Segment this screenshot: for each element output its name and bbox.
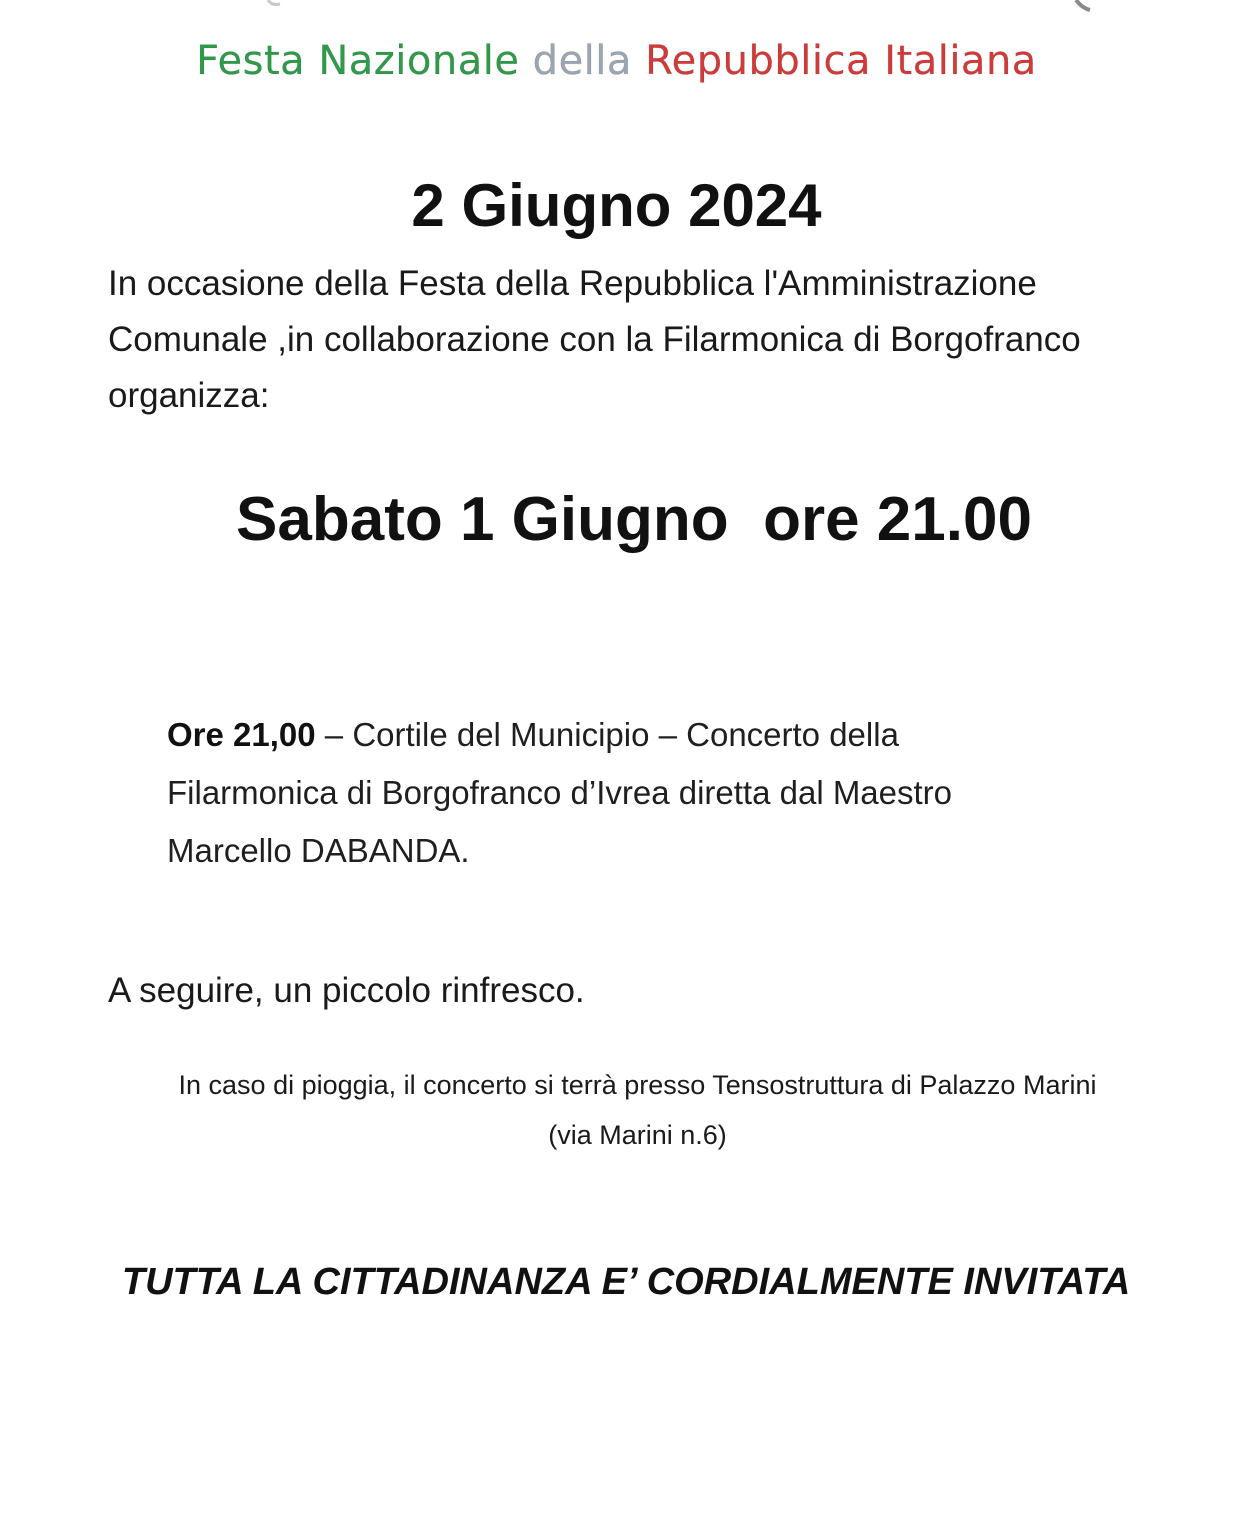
refreshment-note: A seguire, un piccolo rinfresco. [108,971,585,1010]
date-heading: 2 Giugno 2024 [411,172,822,239]
program-line: Filarmonica di Borgofranco d’Ivrea diretta dal Maestro [167,774,953,811]
top-ornament-fragment [0,0,1233,20]
program-line: Marcello DABANDA. [167,832,470,869]
rain-note-address: (via Marini n.6) [548,1120,727,1150]
intro-line: Comunale ,in collaborazione con la Filarmonica di Borgofranco [108,320,1081,359]
banner-text-green: Festa Nazionale [196,38,520,84]
intro-line: In occasione della Festa della Repubblica l'Amministrazione [108,264,1037,303]
intro-paragraph [108,256,1178,424]
festa-banner-logo [0,38,1233,84]
program-paragraph [167,706,1087,880]
event-heading: Sabato 1 Giugno ore 21.00 [236,485,1032,554]
rain-note-line: In caso di pioggia, il concerto si terrà presso Tensostruttura di Palazzo Marini [178,1070,1097,1100]
rain-note [0,1060,1233,1160]
invitation-line: TUTTA LA CITTADINANZA E’ CORDIALMENTE INVITATA [121,1261,1131,1303]
ornament-left-stroke [268,0,280,5]
program-time: Ore 21,00 [167,716,316,753]
program-line [167,706,1087,764]
program-location: – Cortile del Municipio – Concerto della [315,716,899,753]
intro-line: organizza: [108,376,270,415]
ornament-right-stroke [1076,0,1090,10]
banner-text-white: della [532,38,632,84]
banner-text-red: Repubblica Italiana [645,38,1037,84]
